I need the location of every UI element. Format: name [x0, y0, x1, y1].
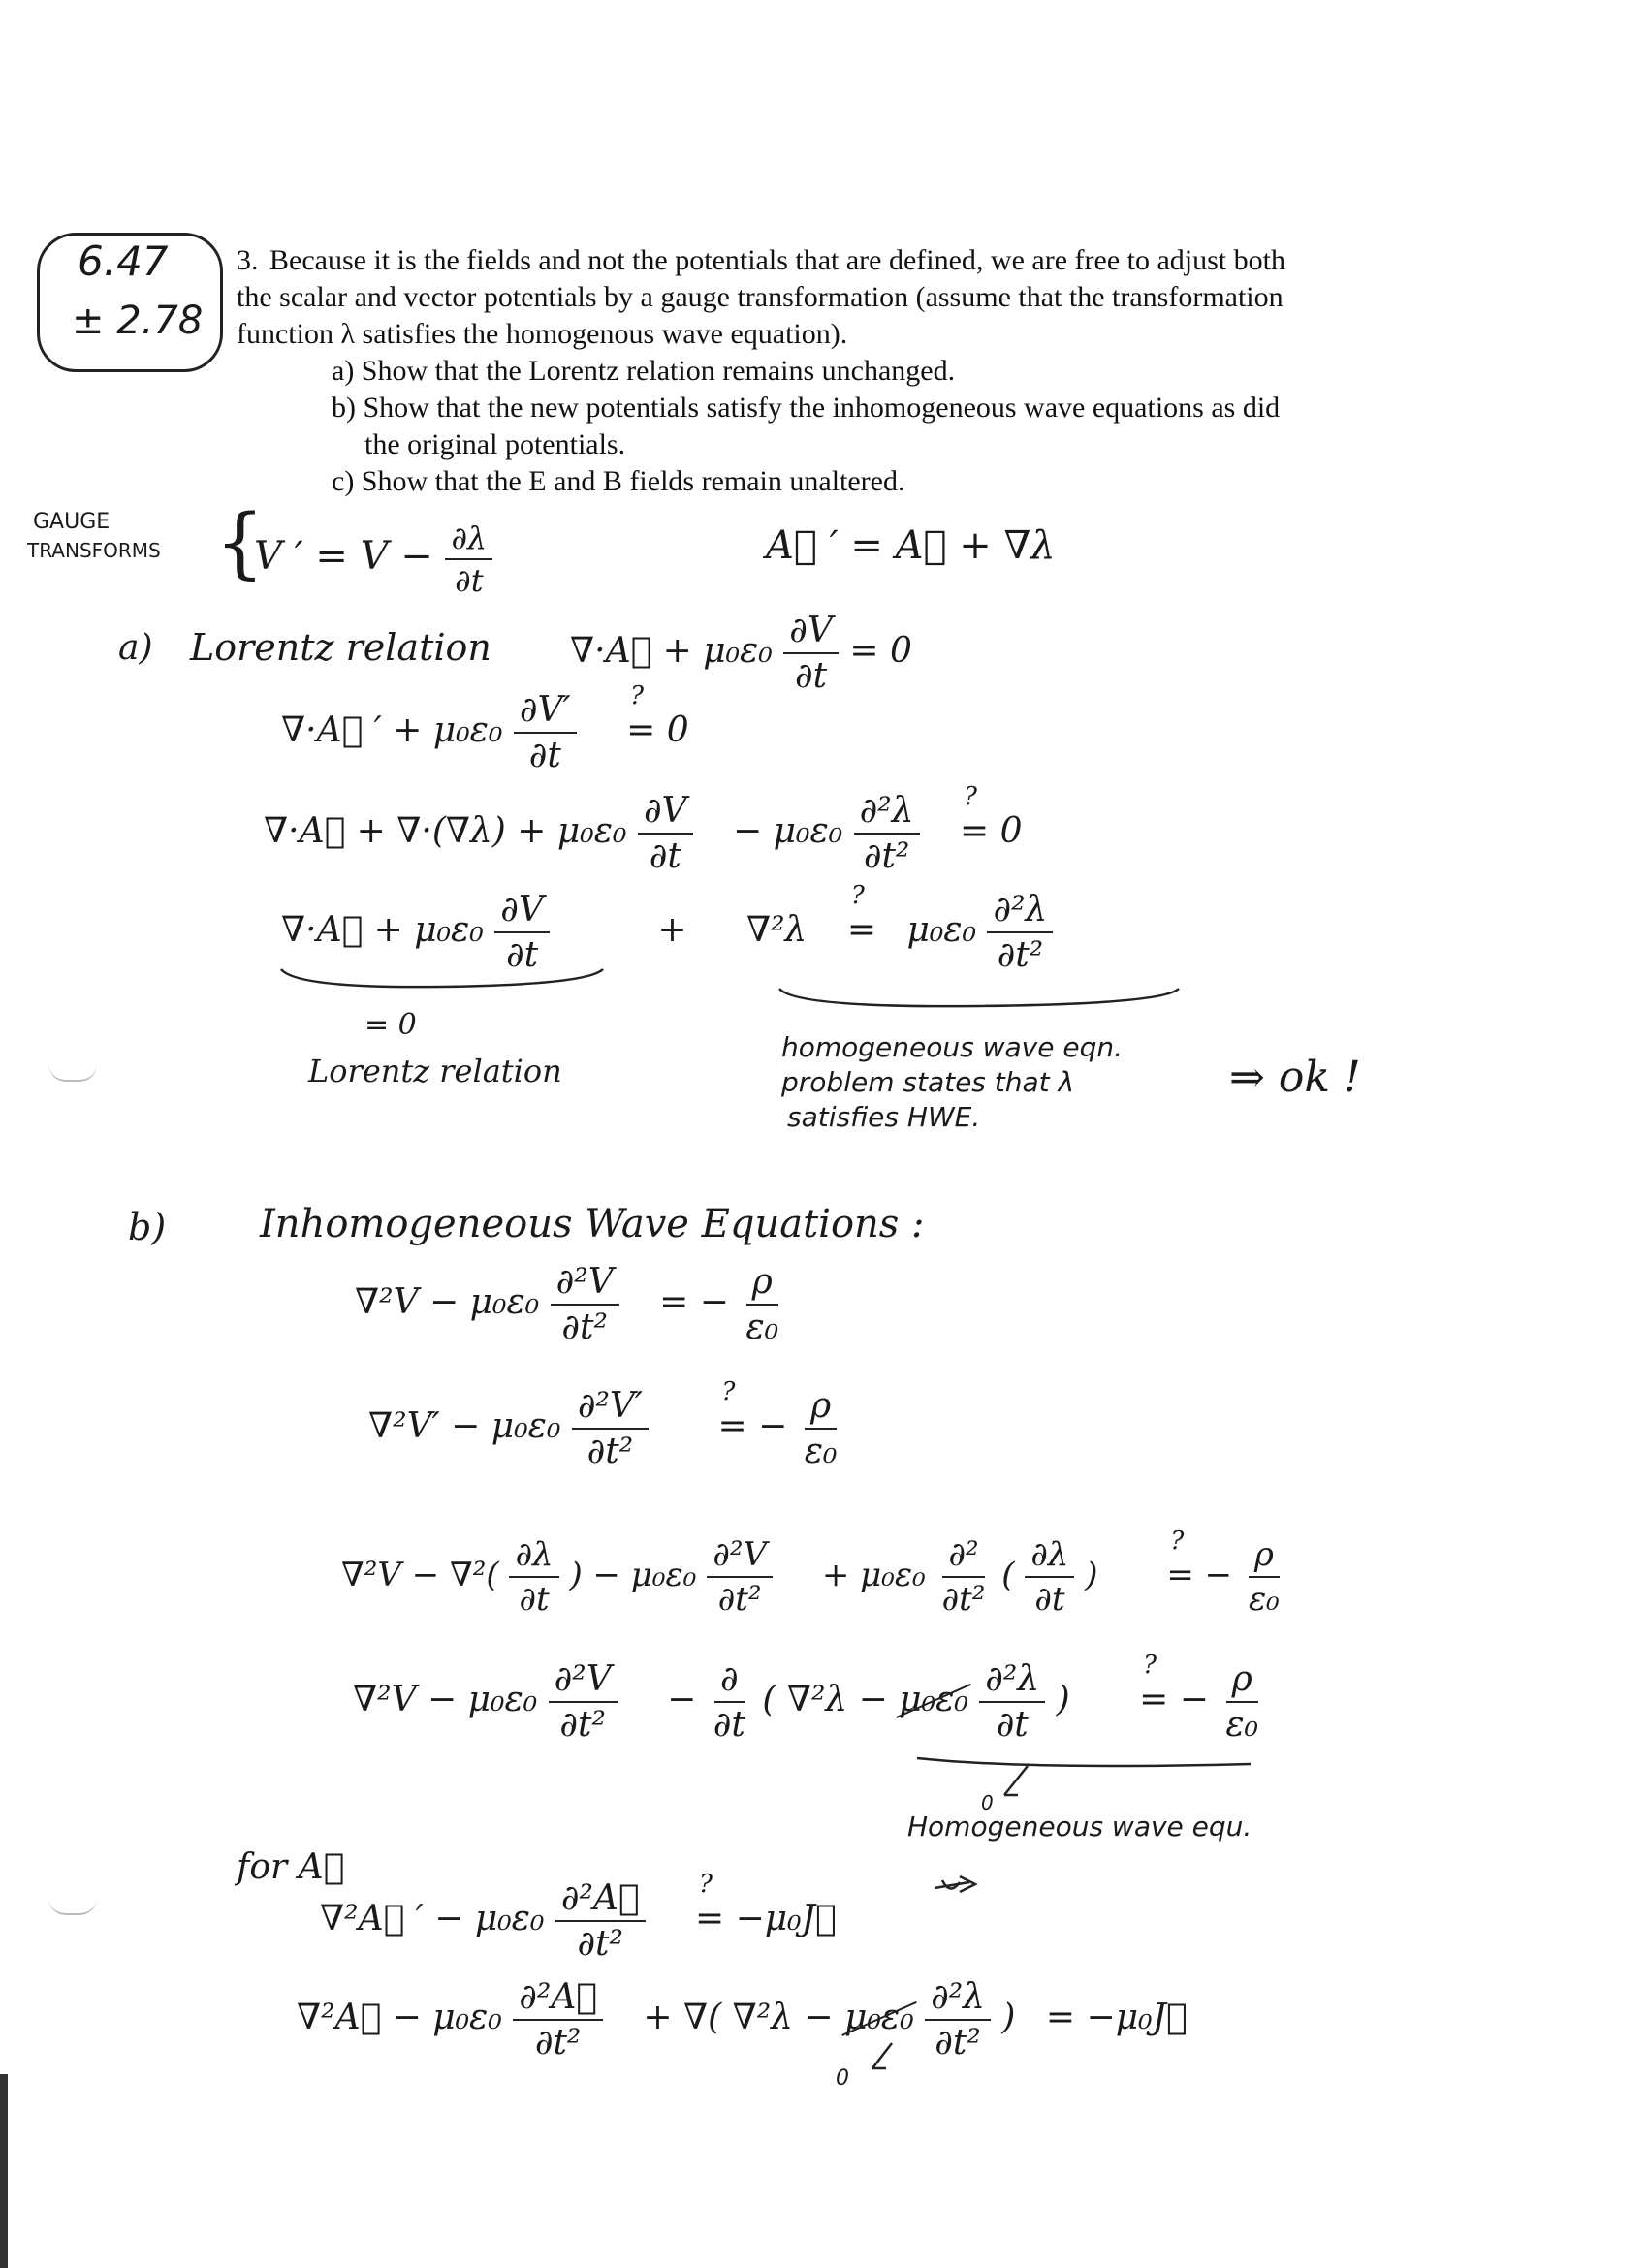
line2-den-1: ∂t	[649, 836, 681, 876]
line3-den-1: ∂t	[506, 935, 539, 975]
eq3-rfrac	[1243, 1535, 1285, 1619]
line3-frac-1	[494, 890, 550, 975]
eq6-b: + ∇( ∇²λ −	[643, 1998, 834, 2037]
score-error: ± 2.78	[72, 299, 204, 343]
problem-line-2: the scalar and vector potentials by a gauge transformation (assume that the transformation	[237, 281, 1284, 313]
part-a-line-1	[281, 690, 689, 775]
line2-a: ∇·A⃗ + ∇·(∇λ) + μ₀ε₀	[264, 811, 627, 851]
eq5-num: ∂²A⃗	[555, 1878, 646, 1922]
line1-num: ∂V′	[514, 690, 577, 734]
eq5-lhs: ∇²A⃗ ′ − μ₀ε₀	[320, 1899, 545, 1938]
eq3-num-1: ∂λ	[509, 1535, 558, 1578]
eq1-frac	[551, 1262, 619, 1347]
inhom-eq-6	[297, 1977, 1188, 2063]
eq5-den: ∂t²	[577, 1924, 623, 1964]
problem-line-3: function λ satisfies the homogenous wave equation).	[237, 318, 848, 350]
eq6-den-1: ∂t²	[534, 2023, 582, 2063]
part-a-label: a)	[118, 628, 153, 668]
gauge-brace: {	[215, 497, 265, 587]
eq4-rnum: ρ	[1226, 1659, 1258, 1703]
eq6-den-2: ∂t²	[935, 2023, 981, 2063]
problem-part-a: a) Show that the Lorentz relation remains unchanged.	[332, 355, 956, 387]
lorentz-num: ∂V	[783, 611, 839, 654]
hole-mark-2	[48, 1898, 97, 1915]
eq4-d: )	[1056, 1680, 1070, 1719]
eq4-rhs: ? = −	[1139, 1680, 1209, 1719]
eq4-num-3: ∂²λ	[979, 1659, 1045, 1703]
line3-num-1: ∂V	[494, 890, 550, 933]
eq6-rhs: = −μ₀J⃗	[1045, 1998, 1188, 2037]
eq3-rnum: ρ	[1249, 1535, 1280, 1578]
eq6-zero-arrow	[853, 2039, 902, 2078]
eq2-rden: ε₀	[804, 1432, 838, 1471]
line3-b: ∇²λ	[745, 910, 808, 950]
line3-frac-2	[987, 890, 1053, 975]
part-b-title: Inhomogeneous Wave Equations :	[260, 1202, 925, 1246]
note-right-1: homogeneous wave eqn.	[781, 1031, 1124, 1063]
eq3-a: ∇²V − ∇²(	[341, 1556, 499, 1594]
eq4-den-2: ∂t	[713, 1705, 745, 1745]
line3-num-2: ∂²λ	[987, 890, 1053, 933]
eq4-den-3: ∂t	[996, 1705, 1029, 1745]
eq4-b: −	[667, 1680, 697, 1719]
gauge-v-frac	[445, 520, 492, 599]
eq2-lhs: ∇²V′ − μ₀ε₀	[368, 1406, 561, 1446]
scan-edge	[0, 2074, 8, 2268]
eq3-e: )	[1085, 1556, 1098, 1594]
line2-den-2: ∂t²	[863, 836, 910, 876]
eq2-den: ∂t²	[586, 1432, 634, 1471]
problem-part-b-line-2: the original potentials.	[364, 428, 626, 460]
eq3-den-4: ∂t	[1034, 1580, 1065, 1619]
eq5-frac	[555, 1878, 646, 1964]
line3-eq: ? =	[847, 910, 876, 950]
eq4-frac-1	[549, 1659, 618, 1745]
eq3-frac-2	[707, 1535, 773, 1619]
eq3-frac-1	[509, 1535, 558, 1619]
lorentz-relation	[570, 611, 912, 696]
eq4-num-1: ∂²V	[549, 1659, 618, 1703]
eq6-strike: μ₀ε₀	[844, 1998, 914, 2037]
eq2-num: ∂²V′	[572, 1386, 649, 1430]
eq1-num: ∂²V	[551, 1262, 619, 1306]
eq4-den-1: ∂t²	[559, 1705, 606, 1745]
line2-b: − μ₀ε₀	[733, 811, 843, 851]
eq2-rnum: ρ	[805, 1386, 837, 1430]
eq3-c: + μ₀ε₀	[821, 1556, 926, 1594]
eq4-frac-3	[979, 1659, 1045, 1745]
eq1-lhs: ∇²V − μ₀ε₀	[355, 1282, 540, 1322]
line2-rhs: ? = 0	[960, 811, 1023, 851]
eq3-d: (	[1001, 1556, 1015, 1594]
line3-den-2: ∂t²	[997, 935, 1044, 975]
note-right-2: problem states that λ	[781, 1066, 1075, 1098]
hwe-zero: 0	[981, 1791, 994, 1814]
eq1-rden: ε₀	[745, 1307, 779, 1347]
inhom-eq-v-prime	[368, 1386, 842, 1471]
inhom-eq-a-prime	[320, 1878, 837, 1964]
eq4-c: ( ∇²λ −	[762, 1680, 888, 1719]
eq2-frac	[572, 1386, 649, 1471]
line2-num-1: ∂V	[638, 791, 693, 835]
eq1-rhs: = −	[659, 1282, 729, 1322]
eq3-den-2: ∂t²	[717, 1580, 762, 1619]
eq3-num-4: ∂λ	[1025, 1535, 1074, 1578]
eq2-rfrac	[799, 1386, 843, 1471]
lorentz-frac	[783, 611, 839, 696]
line2-frac-1	[638, 791, 693, 876]
eq3-frac-4	[1025, 1535, 1074, 1619]
eq3-num-2: ∂²V	[707, 1535, 773, 1578]
eq6-frac-2	[925, 1977, 991, 2063]
eq1-den: ∂t²	[561, 1307, 608, 1347]
part-a-line-3	[281, 890, 1053, 975]
inhom-eq-3	[341, 1535, 1285, 1619]
problem-number: 3.	[237, 244, 259, 276]
line1-rhs: ? = 0	[626, 710, 689, 750]
eq3-den-3: ∂t²	[941, 1580, 986, 1619]
underbrace-right	[776, 985, 1183, 1014]
problem-part-c: c) Show that the E and B fields remain unaltered.	[332, 465, 905, 497]
note-right-3: satisfies HWE.	[787, 1101, 981, 1133]
eq6-num-1: ∂²A⃗	[513, 1977, 603, 2021]
eq1-rnum: ρ	[746, 1262, 778, 1306]
hwe-underline	[911, 1752, 1260, 1811]
part-b-label: b)	[128, 1206, 167, 1248]
eq3-num-3: ∂²	[942, 1535, 984, 1578]
line2-frac-2	[854, 791, 920, 876]
part-a-line-2	[264, 791, 1023, 876]
gauge-a-equation: A⃗ ′ = A⃗ + ∇λ	[766, 523, 1056, 568]
eq4-a: ∇²V − μ₀ε₀	[353, 1680, 538, 1719]
gauge-label-1: GAUGE	[33, 510, 111, 534]
eq6-num-2: ∂²λ	[925, 1977, 991, 2021]
eq6-zero: 0	[836, 2066, 849, 2091]
line3-c: μ₀ε₀	[906, 910, 977, 950]
eq3-den-1: ∂t	[519, 1580, 550, 1619]
eq6-frac-1	[513, 1977, 603, 2063]
eq2-rhs: ? = −	[718, 1406, 788, 1446]
hole-mark-1	[48, 1064, 97, 1082]
eq6-a: ∇²A⃗ − μ₀ε₀	[297, 1998, 502, 2037]
gauge-v-equation	[254, 520, 492, 599]
for-a-label: for A⃗	[237, 1847, 345, 1887]
gauge-v-lhs: V ′ = V −	[254, 534, 433, 579]
underbrace-left	[277, 965, 607, 994]
eq4-rfrac	[1220, 1659, 1264, 1745]
line2-num-2: ∂²λ	[854, 791, 920, 835]
eq3-rden: ε₀	[1248, 1580, 1280, 1619]
eq4-num-2: ∂	[714, 1659, 745, 1703]
note-left-1: = 0	[364, 1008, 417, 1042]
eq4-strike: μ₀ε₀	[899, 1680, 968, 1719]
line3-plus: +	[657, 910, 687, 950]
line3-a: ∇·A⃗ + μ₀ε₀	[281, 910, 484, 950]
line1-lhs: ∇·A⃗ ′ + μ₀ε₀	[281, 710, 503, 750]
gauge-v-den: ∂t	[455, 562, 484, 599]
scribble-mark	[931, 1871, 989, 1900]
lorentz-den: ∂t	[795, 656, 828, 696]
line1-den: ∂t	[528, 736, 561, 775]
lorentz-lhs: ∇·A⃗ + μ₀ε₀	[570, 631, 773, 671]
inhom-eq-4	[353, 1659, 1264, 1745]
inhom-eq-v	[355, 1262, 784, 1347]
gauge-v-num: ∂λ	[445, 520, 492, 560]
eq3-rhs: ? = −	[1166, 1556, 1232, 1594]
line1-frac	[514, 690, 577, 775]
score-value: 6.47	[78, 237, 169, 285]
eq6-c: )	[1001, 1998, 1016, 2037]
part-a-title: Lorentz relation	[190, 626, 491, 669]
eq4-frac-2	[708, 1659, 751, 1745]
hwe-note: Homogeneous wave equ.	[907, 1811, 1252, 1843]
note-left-2: Lorentz relation	[308, 1053, 562, 1089]
eq4-rden: ε₀	[1225, 1705, 1259, 1745]
part-a-conclusion: ⇒ ok !	[1229, 1053, 1361, 1102]
eq1-rfrac	[740, 1262, 784, 1347]
eq5-rhs: ? = −μ₀J⃗	[695, 1899, 837, 1938]
eq3-b: ) − μ₀ε₀	[569, 1556, 697, 1594]
lorentz-rhs: = 0	[849, 631, 912, 671]
problem-line-1: Because it is the fields and not the potentials that are defined, we are free to adjust both	[269, 244, 1285, 276]
problem-part-b-line-1: b) Show that the new potentials satisfy the inhomogeneous wave equations as did	[332, 392, 1281, 424]
eq3-frac-3	[936, 1535, 992, 1619]
gauge-label-2: TRANSFORMS	[27, 539, 161, 562]
